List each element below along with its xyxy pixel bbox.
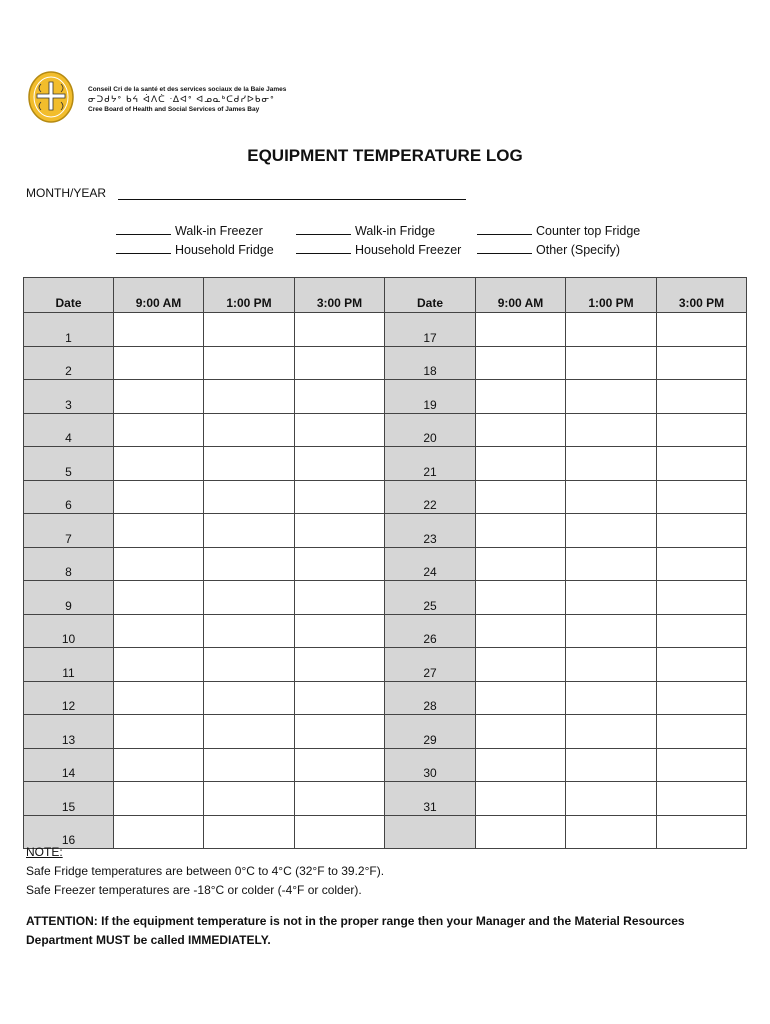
date-cell: 28 xyxy=(385,681,476,715)
temperature-log-table xyxy=(23,277,747,849)
temp-entry-3pm[interactable] xyxy=(657,782,747,816)
attention-label: ATTENTION: xyxy=(26,914,98,928)
temp-entry-3pm[interactable] xyxy=(295,547,385,581)
temp-entry-1pm[interactable] xyxy=(204,681,295,715)
date-cell: 1 xyxy=(24,313,114,347)
organization-logo xyxy=(27,70,75,124)
temp-entry-9am[interactable] xyxy=(114,346,204,380)
temp-entry-3pm[interactable] xyxy=(657,748,747,782)
temp-entry-9am[interactable] xyxy=(476,313,566,347)
date-cell-empty xyxy=(385,815,476,849)
temp-entry-9am[interactable] xyxy=(114,648,204,682)
temp-entry-3pm[interactable] xyxy=(657,380,747,414)
organization-name-block xyxy=(88,85,286,115)
notes-label: NOTE: xyxy=(26,845,63,859)
temp-entry-9am[interactable] xyxy=(114,681,204,715)
checkbox-blank[interactable] xyxy=(116,223,171,235)
equipment-label: Walk-in Fridge xyxy=(355,224,436,238)
notes-freezer-range: Safe Freezer temperatures are -18°C or colder (-4°F or colder). xyxy=(26,883,362,897)
table-row xyxy=(24,614,747,648)
table-row xyxy=(24,547,747,581)
equipment-label: Walk-in Freezer xyxy=(175,224,263,238)
header-9am-right: 9:00 AM xyxy=(476,278,566,313)
temp-entry-1pm[interactable] xyxy=(204,313,295,347)
temp-entry-3pm[interactable] xyxy=(295,313,385,347)
date-cell: 3 xyxy=(24,380,114,414)
temp-entry-1pm[interactable] xyxy=(204,447,295,481)
equipment-label: Household Freezer xyxy=(355,243,462,257)
equipment-label: Counter top Fridge xyxy=(536,224,641,238)
date-cell: 15 xyxy=(24,782,114,816)
temp-entry-9am[interactable] xyxy=(114,614,204,648)
temp-entry-9am[interactable] xyxy=(114,313,204,347)
temp-entry-9am[interactable] xyxy=(114,547,204,581)
date-cell: 13 xyxy=(24,715,114,749)
temp-entry-1pm[interactable] xyxy=(204,748,295,782)
equipment-option-countertop-fridge[interactable] xyxy=(477,223,640,238)
table-body xyxy=(24,313,747,849)
temp-entry-9am[interactable] xyxy=(476,447,566,481)
temp-entry-3pm[interactable] xyxy=(295,346,385,380)
checkbox-blank[interactable] xyxy=(116,242,171,254)
temp-entry-3pm[interactable] xyxy=(657,681,747,715)
equipment-option-household-freezer[interactable] xyxy=(296,242,461,257)
temp-entry-3pm[interactable] xyxy=(295,581,385,615)
temp-entry-9am[interactable] xyxy=(114,413,204,447)
temp-entry-9am[interactable] xyxy=(114,480,204,514)
temp-entry-1pm[interactable] xyxy=(566,815,657,849)
date-cell: 21 xyxy=(385,447,476,481)
header-date-right: Date xyxy=(385,278,476,313)
checkbox-blank[interactable] xyxy=(477,242,532,254)
equipment-label: Household Fridge xyxy=(175,243,274,257)
table-row xyxy=(24,514,747,548)
date-cell: 20 xyxy=(385,413,476,447)
temp-entry-3pm[interactable] xyxy=(657,447,747,481)
table-row xyxy=(24,413,747,447)
temp-entry-1pm[interactable] xyxy=(566,380,657,414)
attention-text: If the equipment temperature is not in the proper range then your Manager and the Material Resources Department MUST be called IMMEDIATELY. xyxy=(26,914,685,947)
date-cell: 12 xyxy=(24,681,114,715)
date-cell: 8 xyxy=(24,547,114,581)
temp-entry-3pm[interactable] xyxy=(295,648,385,682)
checkbox-blank[interactable] xyxy=(296,223,351,235)
header-1pm-left: 1:00 PM xyxy=(204,278,295,313)
temp-entry-3pm[interactable] xyxy=(657,413,747,447)
date-cell: 2 xyxy=(24,346,114,380)
date-cell: 18 xyxy=(385,346,476,380)
temp-entry-9am[interactable] xyxy=(476,514,566,548)
date-cell: 24 xyxy=(385,547,476,581)
temp-entry-3pm[interactable] xyxy=(295,447,385,481)
table-row xyxy=(24,480,747,514)
temp-entry-9am[interactable] xyxy=(114,380,204,414)
temp-entry-3pm[interactable] xyxy=(657,480,747,514)
temp-entry-3pm[interactable] xyxy=(657,514,747,548)
temp-entry-3pm[interactable] xyxy=(295,413,385,447)
table-row xyxy=(24,681,747,715)
temp-entry-1pm[interactable] xyxy=(566,715,657,749)
temp-entry-3pm[interactable] xyxy=(657,815,747,849)
table-row xyxy=(24,346,747,380)
notes-block xyxy=(26,843,384,900)
equipment-option-other[interactable] xyxy=(477,242,620,257)
temp-entry-3pm[interactable] xyxy=(657,581,747,615)
date-cell: 17 xyxy=(385,313,476,347)
temp-entry-3pm[interactable] xyxy=(657,547,747,581)
date-cell: 14 xyxy=(24,748,114,782)
table-row xyxy=(24,748,747,782)
temp-entry-1pm[interactable] xyxy=(566,681,657,715)
temp-entry-9am[interactable] xyxy=(114,748,204,782)
temp-entry-1pm[interactable] xyxy=(204,514,295,548)
date-cell: 25 xyxy=(385,581,476,615)
temp-entry-9am[interactable] xyxy=(476,346,566,380)
table-row xyxy=(24,380,747,414)
table-row xyxy=(24,648,747,682)
temp-entry-1pm[interactable] xyxy=(566,648,657,682)
temp-entry-3pm[interactable] xyxy=(657,313,747,347)
header-3pm-right: 3:00 PM xyxy=(657,278,747,313)
temp-entry-1pm[interactable] xyxy=(566,413,657,447)
temp-entry-9am[interactable] xyxy=(114,782,204,816)
date-cell: 26 xyxy=(385,614,476,648)
date-cell: 29 xyxy=(385,715,476,749)
equipment-option-walkin-freezer[interactable] xyxy=(116,223,263,238)
equipment-label: Other (Specify) xyxy=(536,243,621,257)
temp-entry-9am[interactable] xyxy=(476,681,566,715)
temp-entry-3pm[interactable] xyxy=(295,681,385,715)
equipment-option-walkin-fridge[interactable] xyxy=(296,223,435,238)
page-title: EQUIPMENT TEMPERATURE LOG xyxy=(247,146,523,165)
temp-entry-1pm[interactable] xyxy=(566,614,657,648)
temp-entry-1pm[interactable] xyxy=(566,514,657,548)
header-1pm-right: 1:00 PM xyxy=(566,278,657,313)
notes-fridge-range: Safe Fridge temperatures are between 0°C to 4°C (32°F to 39.2°F). xyxy=(26,864,385,878)
temp-entry-3pm[interactable] xyxy=(295,748,385,782)
checkbox-blank[interactable] xyxy=(296,242,351,254)
date-cell: 23 xyxy=(385,514,476,548)
date-cell: 22 xyxy=(385,480,476,514)
temp-entry-3pm[interactable] xyxy=(657,614,747,648)
temp-entry-1pm[interactable] xyxy=(566,748,657,782)
temp-entry-9am[interactable] xyxy=(476,782,566,816)
temp-entry-9am[interactable] xyxy=(476,748,566,782)
date-cell: 16 xyxy=(24,815,114,849)
table-row xyxy=(24,581,747,615)
temp-entry-9am[interactable] xyxy=(476,815,566,849)
temp-entry-1pm[interactable] xyxy=(566,480,657,514)
temp-entry-3pm[interactable] xyxy=(657,648,747,682)
date-cell: 31 xyxy=(385,782,476,816)
temp-entry-1pm[interactable] xyxy=(566,346,657,380)
temp-entry-1pm[interactable] xyxy=(204,648,295,682)
temp-entry-1pm[interactable] xyxy=(204,380,295,414)
date-cell: 6 xyxy=(24,480,114,514)
organization-name-fr: Conseil Cri de la santé et des services sociaux de la Baie James xyxy=(88,86,287,93)
temp-entry-1pm[interactable] xyxy=(566,547,657,581)
temp-entry-1pm[interactable] xyxy=(204,547,295,581)
temp-entry-3pm[interactable] xyxy=(295,514,385,548)
header-9am-left: 9:00 AM xyxy=(114,278,204,313)
temp-entry-9am[interactable] xyxy=(476,614,566,648)
temp-entry-9am[interactable] xyxy=(114,447,204,481)
date-cell: 30 xyxy=(385,748,476,782)
date-cell: 19 xyxy=(385,380,476,414)
organization-name-cree: ᓂᑐᑯᔭᐤ ᑲᔦ ᐋᐱᑖ ᐧᐃᐊᐤ ᐊᓄᓇᒃᑕᑯᓯᐅᑲᓂᐤ xyxy=(88,95,275,105)
temp-entry-1pm[interactable] xyxy=(204,581,295,615)
date-cell: 9 xyxy=(24,581,114,615)
temp-entry-1pm[interactable] xyxy=(566,313,657,347)
date-cell: 5 xyxy=(24,447,114,481)
temp-entry-3pm[interactable] xyxy=(295,782,385,816)
temp-entry-9am[interactable] xyxy=(476,413,566,447)
date-cell: 4 xyxy=(24,413,114,447)
temp-entry-3pm[interactable] xyxy=(657,346,747,380)
temp-entry-1pm[interactable] xyxy=(566,782,657,816)
table-row xyxy=(24,715,747,749)
temp-entry-1pm[interactable] xyxy=(204,614,295,648)
temp-entry-3pm[interactable] xyxy=(295,480,385,514)
equipment-option-household-fridge[interactable] xyxy=(116,242,274,257)
date-cell: 7 xyxy=(24,514,114,548)
temp-entry-3pm[interactable] xyxy=(295,715,385,749)
month-year-field[interactable] xyxy=(118,199,466,200)
temp-entry-9am[interactable] xyxy=(114,715,204,749)
temp-entry-9am[interactable] xyxy=(114,514,204,548)
temp-entry-9am[interactable] xyxy=(476,648,566,682)
date-cell: 11 xyxy=(24,648,114,682)
organization-name-en: Cree Board of Health and Social Services of James Bay xyxy=(88,106,260,113)
temp-entry-9am[interactable] xyxy=(476,380,566,414)
temp-entry-9am[interactable] xyxy=(476,581,566,615)
temp-entry-3pm[interactable] xyxy=(657,715,747,749)
temp-entry-1pm[interactable] xyxy=(204,413,295,447)
table-header-row xyxy=(24,278,747,313)
temp-entry-1pm[interactable] xyxy=(204,346,295,380)
checkbox-blank[interactable] xyxy=(477,223,532,235)
temp-entry-9am[interactable] xyxy=(476,547,566,581)
attention-block xyxy=(26,912,726,950)
temp-entry-1pm[interactable] xyxy=(566,447,657,481)
temp-entry-1pm[interactable] xyxy=(204,480,295,514)
table-row xyxy=(24,313,747,347)
table-row xyxy=(24,447,747,481)
month-year-label: MONTH/YEAR xyxy=(26,186,107,200)
temp-entry-9am[interactable] xyxy=(476,480,566,514)
header-date-left: Date xyxy=(24,278,114,313)
date-cell: 27 xyxy=(385,648,476,682)
temp-entry-9am[interactable] xyxy=(114,581,204,615)
temp-entry-3pm[interactable] xyxy=(295,380,385,414)
date-cell: 10 xyxy=(24,614,114,648)
header-3pm-left: 3:00 PM xyxy=(295,278,385,313)
temp-entry-3pm[interactable] xyxy=(295,614,385,648)
temp-entry-1pm[interactable] xyxy=(204,715,295,749)
temp-entry-1pm[interactable] xyxy=(566,581,657,615)
temp-entry-1pm[interactable] xyxy=(204,782,295,816)
temp-entry-9am[interactable] xyxy=(476,715,566,749)
table-row xyxy=(24,782,747,816)
